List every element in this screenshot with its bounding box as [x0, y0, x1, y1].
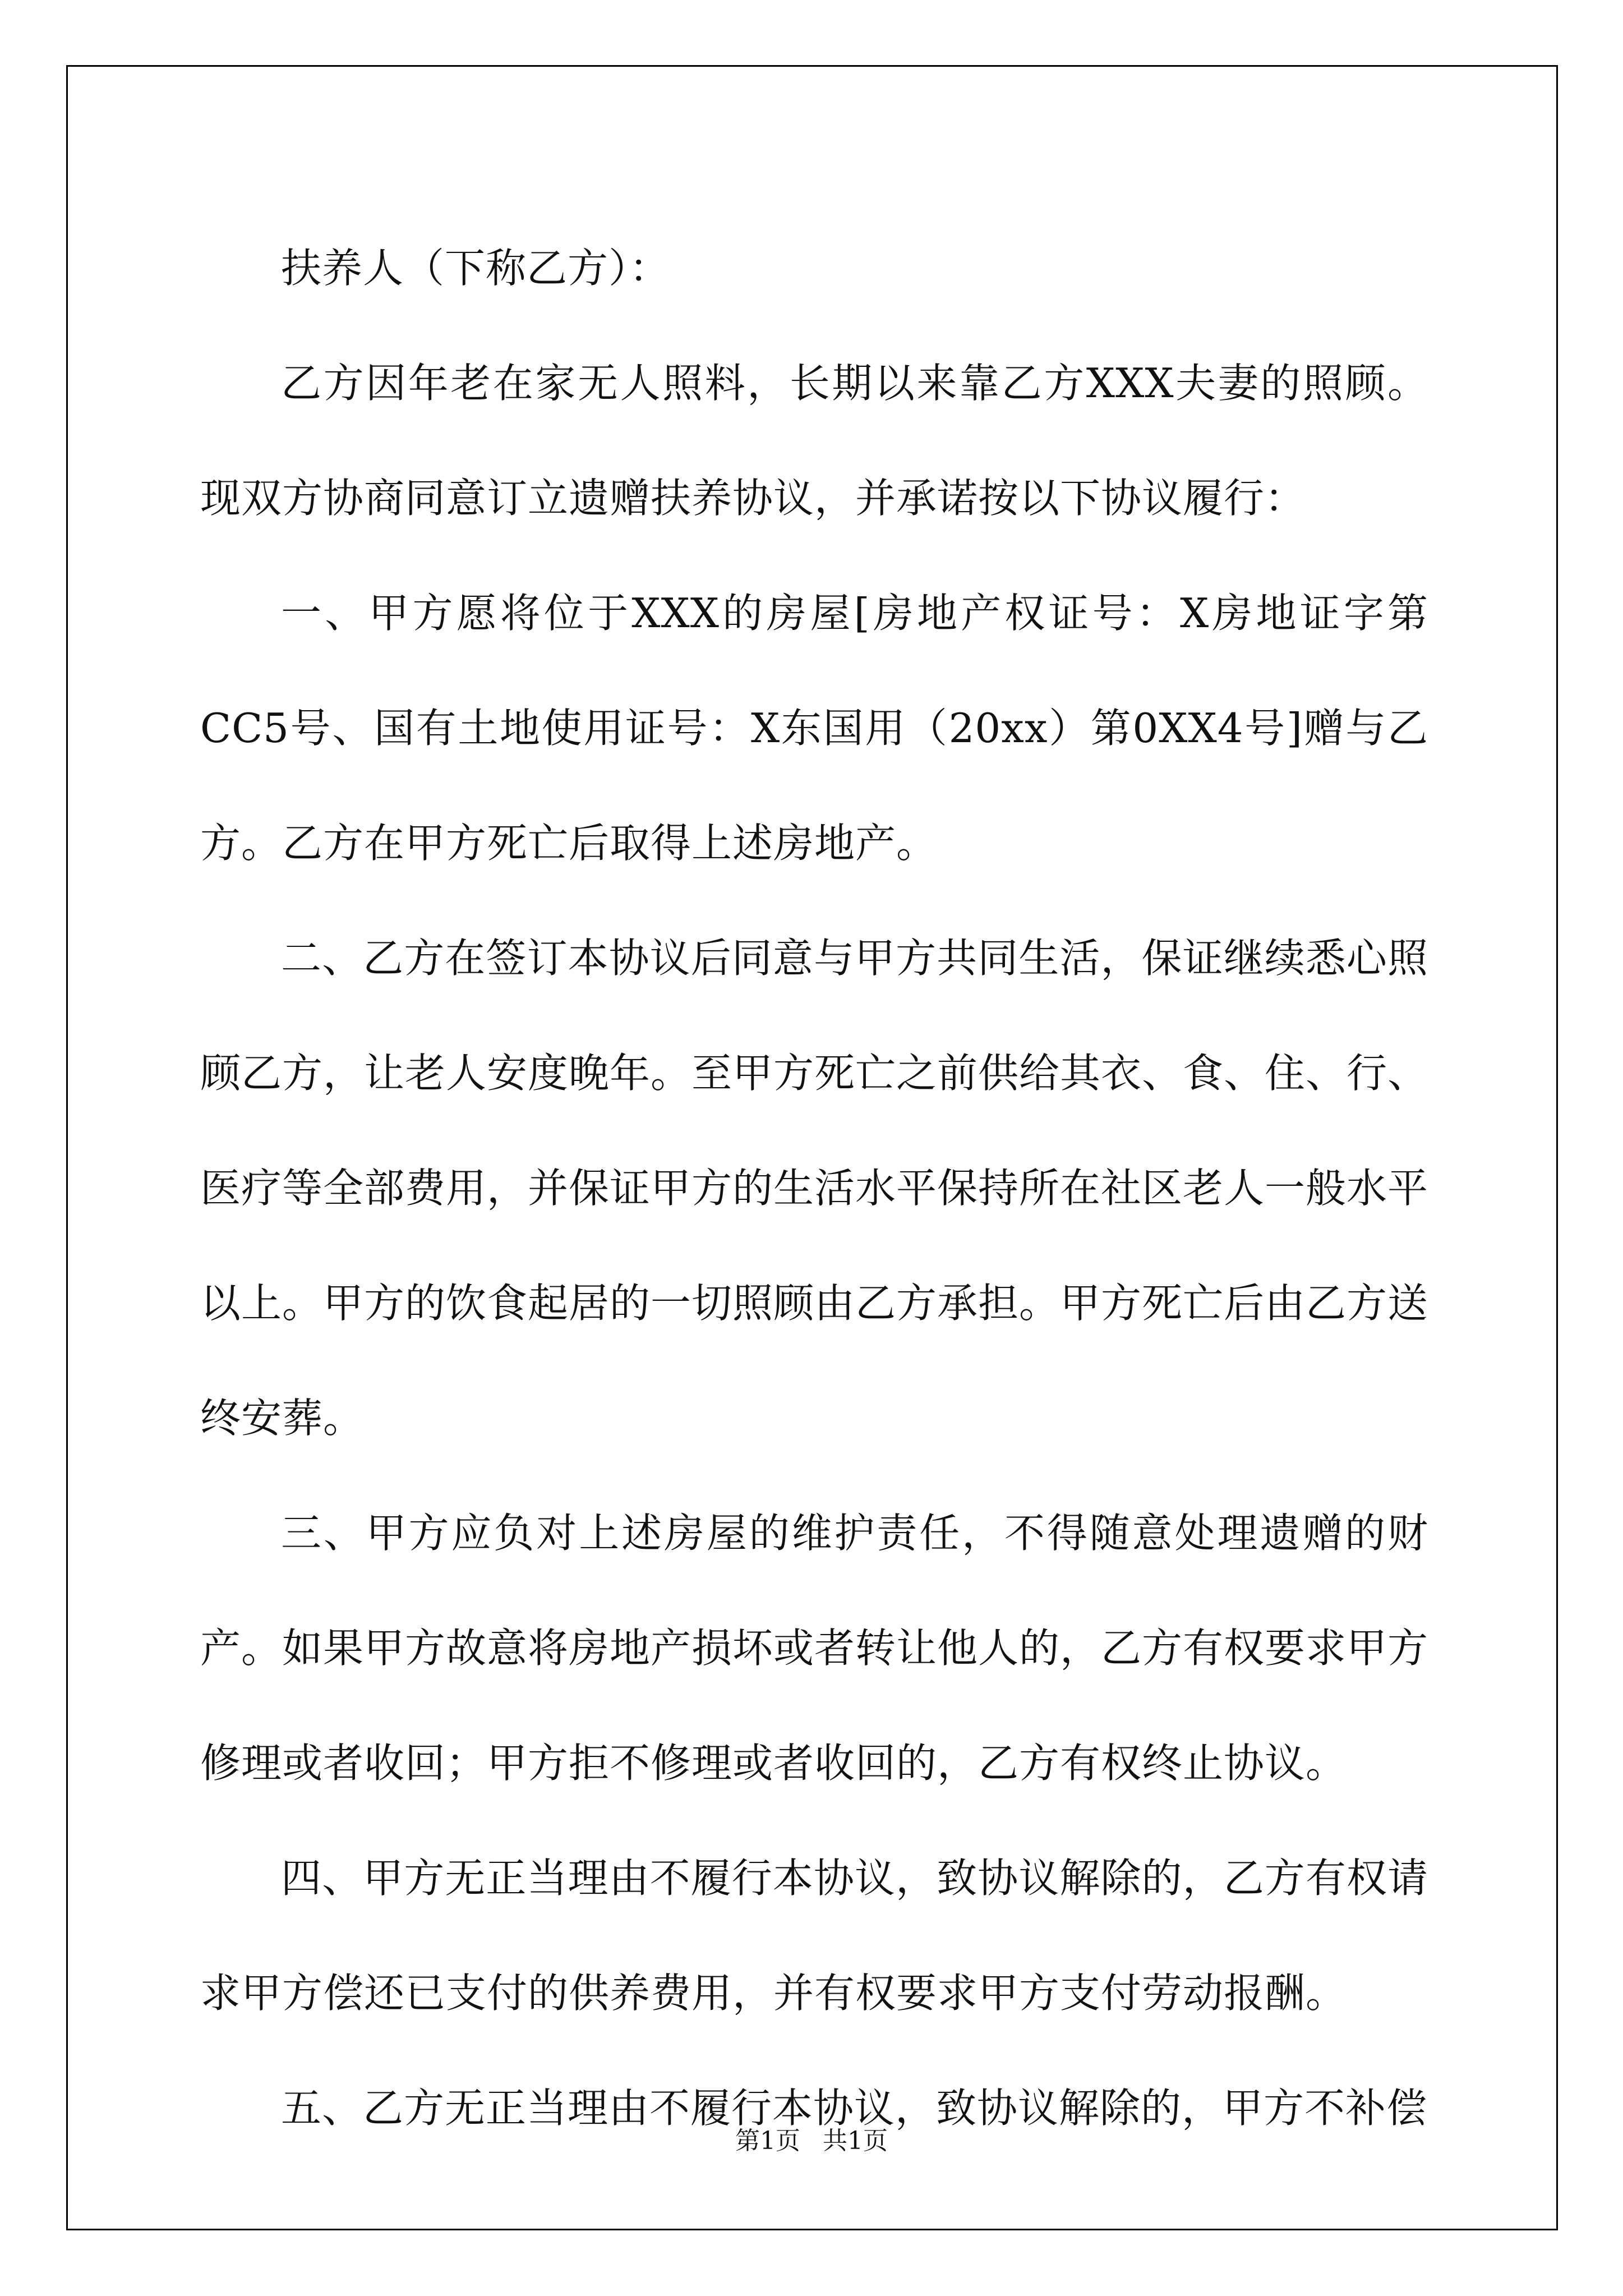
paragraph-supporter-heading: 扶养人（下称乙方）： — [281, 245, 671, 292]
paragraph-clause-2: 二、乙方在签订本协议后同意与甲方共同生活，保证继续悉心照顾乙方，让老人安度晚年。至甲方死亡之前供给其衣、食、住、行、医疗等全部费用，并保证甲方的生活水平保持所在社区老人一般水平以上。甲方的饮食起居的一切照顾由乙方承担。甲方死亡后由乙方送终安葬。 — [200, 935, 1429, 1442]
paragraph-clause-1: 一、甲方愿将位于XXX的房屋[房地产权证号：X房地证字第CC5号、国有土地使用证号：X东国用（20xx）第0XX4号]赠与乙方。乙方在甲方死亡后取得上述房地产。 — [200, 590, 1428, 867]
document-body — [200, 211, 1428, 2166]
paragraph-clause-4: 四、甲方无正当理由不履行本协议，致协议解除的，乙方有权请求甲方偿还已支付的供养费用，并有权要求甲方支付劳动报酬。 — [200, 1855, 1428, 2017]
page-number-current: 第1页 — [735, 2127, 800, 2155]
paragraph-clause-5: 五、乙方无正当理由不履行本协议，致协议解除的，甲方不补偿 — [281, 2085, 1428, 2132]
paragraph-clause-3: 三、甲方应负对上述房屋的维护责任，不得随意处理遗赠的财产。如果甲方故意将房地产损坏或者转让他人的，乙方有权要求甲方修理或者收回；甲方拒不修理或者收回的，乙方有权终止协议。 — [200, 1510, 1429, 1787]
page-number-total: 共1页 — [823, 2127, 888, 2155]
paragraph-preamble: 乙方因年老在家无人照料，长期以来靠乙方XXX夫妻的照顾。现双方协商同意订立遗赠扶养协议，并承诺按以下协议履行： — [200, 360, 1428, 522]
page-footer — [0, 2120, 1623, 2156]
